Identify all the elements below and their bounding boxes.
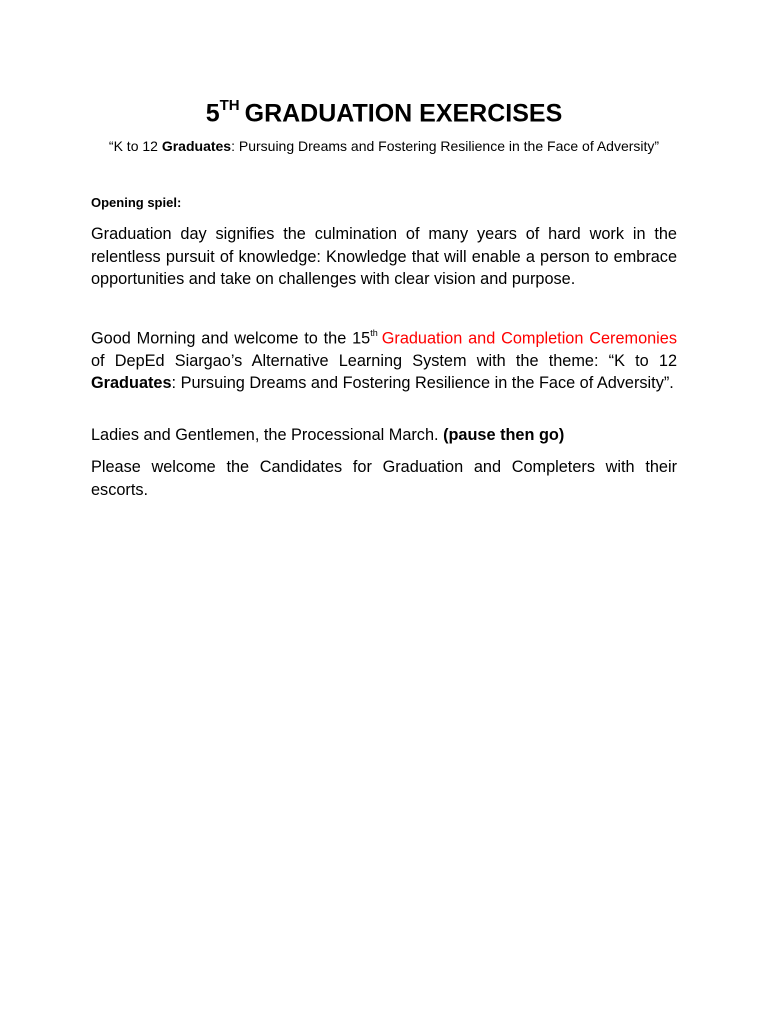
- processional-text: Ladies and Gentlemen, the Processional March.: [91, 426, 444, 444]
- welcome-bold-word: Graduates: [91, 374, 172, 393]
- section-label: Opening spiel:: [91, 195, 182, 210]
- welcome-middle: of DepEd Siargao’s Alternative Learning System with the theme: “K to 12: [91, 351, 677, 370]
- theme-close-quote: ”: [654, 138, 660, 154]
- ceremony-highlight: Graduation and Completion Ceremonies: [381, 329, 677, 348]
- welcome-intro: Good Morning and welcome to the 15: [91, 329, 371, 348]
- theme-prefix: K to 12: [113, 138, 162, 154]
- theme-bold-word: Graduates: [161, 138, 232, 154]
- title-superscript: TH: [219, 97, 240, 114]
- title-text: GRADUATION EXERCISES: [244, 99, 563, 128]
- paragraph-culmination: Graduation day signifies the culmination of many years of hard work in the relentless pursuit of knowledge: Knowledge that will enable a person to embrace opportunities and take on challenges with clear vision and purpose.: [91, 225, 677, 288]
- theme-open-quote: “: [108, 138, 114, 154]
- paragraph-processional: [91, 424, 677, 447]
- theme-rest: : Pursuing Dreams and Fostering Resilience in the Face of Adversity: [231, 138, 655, 154]
- welcome-superscript: th: [370, 328, 378, 338]
- paragraph-candidates: Please welcome the Candidates for Graduation and Completers with their escorts.: [91, 458, 677, 499]
- welcome-end: : Pursuing Dreams and Fostering Resilience in the Face of Adversity”.: [171, 374, 674, 393]
- processional-cue: (pause then go): [443, 426, 565, 444]
- title-number: 5: [205, 99, 220, 128]
- paragraph-welcome: [91, 323, 677, 395]
- page-title: [0, 92, 768, 129]
- theme-line: [0, 137, 768, 155]
